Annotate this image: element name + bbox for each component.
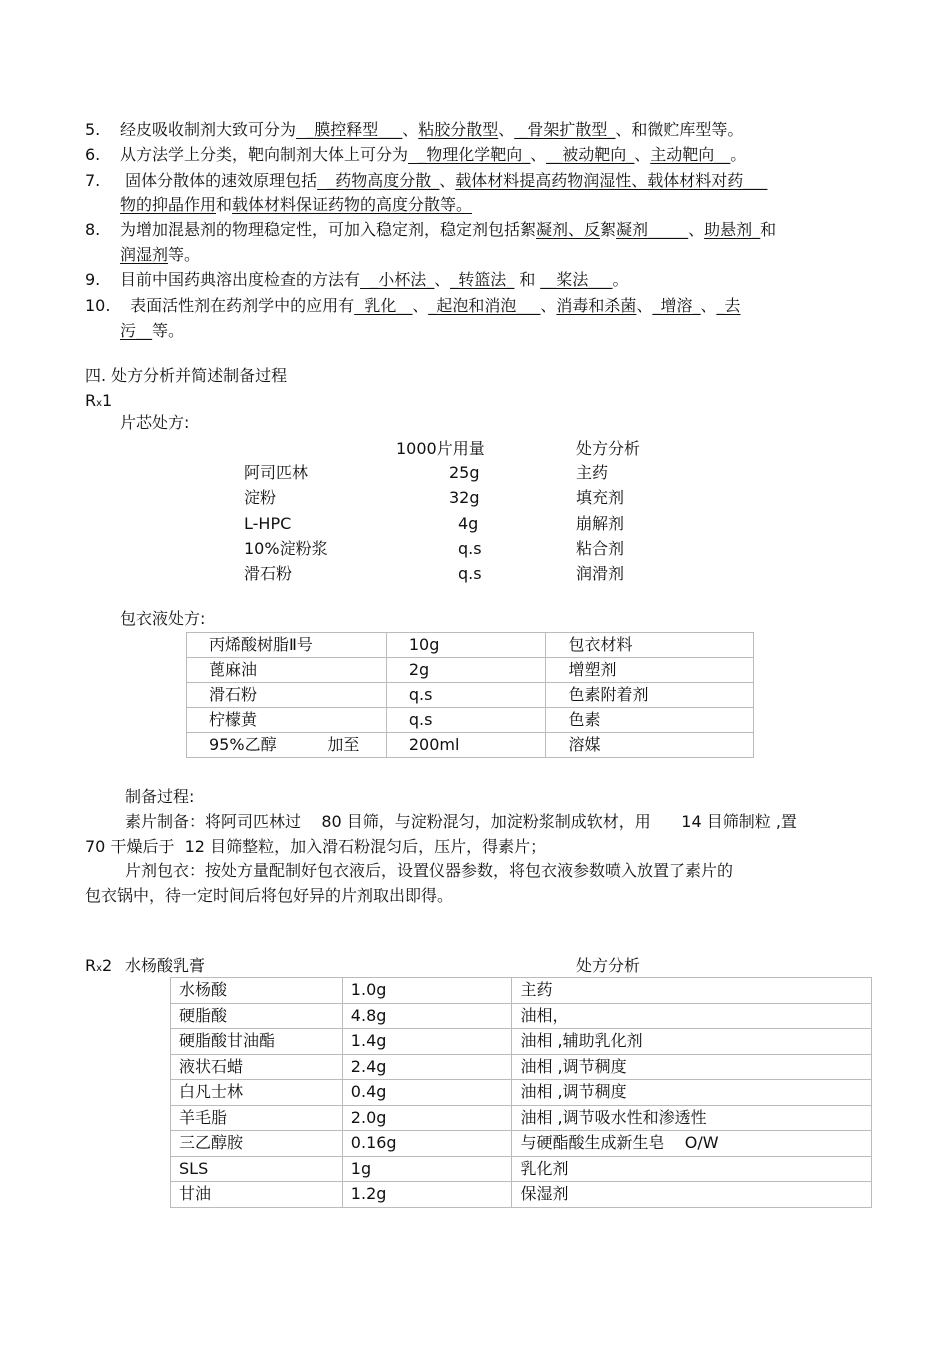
question-fragment: 从方法学上分类，靶向制剂大体上可分为 bbox=[120, 145, 409, 164]
question-text-line1 bbox=[120, 296, 741, 316]
question-fragment: 和 bbox=[760, 220, 777, 239]
answer-blank: 物的抑晶作用 bbox=[120, 195, 217, 214]
ingredient-name: 淀粉 bbox=[244, 488, 277, 507]
ingredient-amount: 25g bbox=[449, 463, 480, 482]
answer-blank: 载体材料提高药物润湿性、载体材料对药___ bbox=[455, 171, 768, 190]
table-cell: 4.8g bbox=[342, 1003, 512, 1029]
question-fragment: 絮 bbox=[600, 220, 617, 239]
answer-blank: 凝剂_____ bbox=[616, 220, 689, 239]
question-fragment: 和 bbox=[216, 195, 233, 214]
table-row bbox=[171, 1003, 872, 1029]
answer-blank: _物理化学靶向_ bbox=[408, 145, 531, 164]
answer-blank: _起泡和消泡___ bbox=[428, 296, 541, 315]
table-cell: q.s bbox=[386, 683, 546, 708]
prep-text-line1: 素片制备：将阿司匹林过 80 目筛，与淀粉混匀，加淀粉浆制成软材，用 14 目筛制粒 ,置 bbox=[125, 812, 797, 831]
table-row bbox=[171, 1105, 872, 1131]
table-cell: 0.16g bbox=[342, 1131, 512, 1157]
ingredient-name: 滑石粉 bbox=[244, 564, 293, 583]
table-cell: 甘油 bbox=[171, 1182, 343, 1208]
question-fragment: 、和微贮库型等。 bbox=[615, 120, 744, 139]
question-text-line2 bbox=[120, 321, 184, 341]
table-cell: 包衣材料 bbox=[546, 633, 754, 658]
table-cell: 油相 ,调节稠度 bbox=[512, 1080, 872, 1106]
question-fragment: 、 bbox=[636, 296, 653, 315]
question-fragment: 、 bbox=[688, 220, 705, 239]
answer-blank: 粘胶分散型 bbox=[418, 120, 499, 139]
ingredient-role: 主药 bbox=[576, 463, 609, 482]
answer-blank: _转篮法_ bbox=[450, 270, 515, 289]
ingredient-role: 崩解剂 bbox=[576, 514, 625, 533]
table-cell: 油相， bbox=[512, 1003, 872, 1029]
answer-blank: 助悬剂_ bbox=[704, 220, 761, 239]
table-cell: 1.0g bbox=[342, 978, 512, 1004]
ingredient-name: 10%淀粉浆 bbox=[244, 539, 328, 558]
ingredient-amount: 4g bbox=[458, 514, 479, 533]
question-fragment: 目前中国药典溶出度检查的方法有 bbox=[120, 270, 361, 289]
ingredient-role: 填充剂 bbox=[576, 488, 625, 507]
table-cell: 色素 bbox=[546, 708, 754, 733]
table-row bbox=[171, 1054, 872, 1080]
table-cell: 柠檬黄 bbox=[187, 708, 387, 733]
core-formula-title: 片芯处方: bbox=[120, 413, 190, 432]
question-fragment: 、 bbox=[412, 296, 429, 315]
question-text-line2 bbox=[120, 195, 472, 215]
table-cell: 硬脂酸甘油酯 bbox=[171, 1029, 343, 1055]
table-cell: 硬脂酸 bbox=[171, 1003, 343, 1029]
table-cell: 与硬酯酸生成新生皂 O/W bbox=[512, 1131, 872, 1157]
cream-formula-table bbox=[170, 977, 872, 1208]
rx1-label: Rx1 bbox=[85, 391, 113, 410]
table-cell: 蓖麻油 bbox=[187, 658, 387, 683]
answer-blank: 消毒和杀菌 bbox=[556, 296, 637, 315]
question-fragment: 、 bbox=[439, 171, 456, 190]
question-fragment: 固体分散体的速效原理包括 bbox=[120, 171, 318, 190]
question-fragment: 为增加混悬剂的物理稳定性，可加入稳定剂，稳定剂包括絮 bbox=[120, 220, 537, 239]
question-fragment: 、 bbox=[434, 270, 451, 289]
answer-blank: _小杯法_ bbox=[360, 270, 435, 289]
table-cell: 油相 ,调节稠度 bbox=[512, 1054, 872, 1080]
table-cell: 10g bbox=[386, 633, 546, 658]
answer-blank: _膜控释型___ bbox=[296, 120, 403, 139]
table-cell: 95%乙醇 加至 bbox=[187, 733, 387, 758]
table-cell: 2.4g bbox=[342, 1054, 512, 1080]
table-row bbox=[171, 1029, 872, 1055]
table-cell: 1g bbox=[342, 1156, 512, 1182]
section-title: 四. 处方分析并简述制备过程 bbox=[85, 366, 288, 385]
table-cell: 丙烯酸树脂Ⅱ号 bbox=[187, 633, 387, 658]
question-fragment: 、 bbox=[530, 145, 547, 164]
table-row bbox=[187, 633, 754, 658]
question-fragment: 等。 bbox=[152, 321, 185, 340]
table-cell: 2.0g bbox=[342, 1105, 512, 1131]
coating-formula-title: 包衣液处方: bbox=[120, 609, 206, 628]
answer-blank: _骨架扩散型_ bbox=[514, 120, 616, 139]
prep-text-line2: 70 干燥后于 12 目筛整粒，加入滑石粉混匀后，压片，得素片； bbox=[85, 837, 547, 856]
table-cell: SLS bbox=[171, 1156, 343, 1182]
question-text-line2 bbox=[120, 245, 200, 265]
answer-blank: __被动靶向_ bbox=[546, 145, 635, 164]
table-cell: 白凡士林 bbox=[171, 1080, 343, 1106]
table-row bbox=[171, 978, 872, 1004]
table-row bbox=[171, 1131, 872, 1157]
table-cell: 主药 bbox=[512, 978, 872, 1004]
ingredient-amount: 32g bbox=[449, 488, 480, 507]
question-text bbox=[120, 145, 746, 165]
table-cell: 1.4g bbox=[342, 1029, 512, 1055]
table-row bbox=[187, 733, 754, 758]
answer-blank: 润湿剂 bbox=[120, 245, 169, 264]
prep-title: 制备过程: bbox=[125, 787, 195, 806]
table-row bbox=[187, 708, 754, 733]
rx2-title: 水杨酸乳膏 bbox=[125, 956, 206, 975]
prep-text-line3: 片剂包衣：按处方量配制好包衣液后，设置仪器参数，将包衣液参数喷入放置了素片的 bbox=[125, 861, 734, 880]
answer-blank: 污__ bbox=[120, 321, 153, 340]
question-number: 9. bbox=[85, 270, 101, 289]
table-cell: q.s bbox=[386, 708, 546, 733]
table-row bbox=[171, 1156, 872, 1182]
question-fragment: 和 bbox=[514, 270, 541, 289]
answer-blank: 载体材料保证药物的高度分散等。 bbox=[232, 195, 473, 214]
question-text-line1 bbox=[120, 171, 767, 191]
question-fragment: 、 bbox=[700, 296, 717, 315]
table-cell: 油相 ,辅助乳化剂 bbox=[512, 1029, 872, 1055]
table-row bbox=[171, 1080, 872, 1106]
prep-text-line4: 包衣锅中，待一定时间后将包好异的片剂取出即得。 bbox=[85, 886, 454, 905]
question-text-line1 bbox=[120, 220, 776, 240]
table-cell: 羊毛脂 bbox=[171, 1105, 343, 1131]
table-cell: 油相 ,调节吸水性和渗透性 bbox=[512, 1105, 872, 1131]
ingredient-name: L-HPC bbox=[244, 514, 292, 533]
answer-blank: 主动靶向__ bbox=[650, 145, 731, 164]
answer-blank: _增溶_ bbox=[652, 296, 701, 315]
head-amount: 1000片用量 bbox=[396, 439, 485, 458]
answer-blank: 乳化__ bbox=[354, 296, 413, 315]
ingredient-role: 粘合剂 bbox=[576, 539, 625, 558]
question-fragment: 、 bbox=[498, 120, 515, 139]
ingredient-role: 润滑剂 bbox=[576, 564, 625, 583]
rx2-head-analysis: 处方分析 bbox=[576, 956, 641, 975]
ingredient-amount: q.s bbox=[458, 564, 482, 583]
question-text bbox=[120, 270, 628, 290]
answer-blank: 凝剂、反 bbox=[536, 220, 601, 239]
question-number: 7. bbox=[85, 171, 101, 190]
table-row bbox=[187, 658, 754, 683]
rx2-label: Rx2 bbox=[85, 956, 113, 975]
answer-blank: _去 bbox=[716, 296, 741, 315]
table-cell: 滑石粉 bbox=[187, 683, 387, 708]
table-cell: 200ml bbox=[386, 733, 546, 758]
question-fragment: 表面活性剂在药剂学中的应用有 bbox=[120, 296, 355, 315]
table-cell: 保湿剂 bbox=[512, 1182, 872, 1208]
question-number: 6. bbox=[85, 145, 101, 164]
table-row bbox=[187, 683, 754, 708]
question-fragment: 。 bbox=[730, 145, 747, 164]
table-cell: 2g bbox=[386, 658, 546, 683]
table-cell: 三乙醇胺 bbox=[171, 1131, 343, 1157]
table-cell: 水杨酸 bbox=[171, 978, 343, 1004]
table-cell: 增塑剂 bbox=[546, 658, 754, 683]
question-number: 8. bbox=[85, 220, 101, 239]
question-fragment: 等。 bbox=[168, 245, 201, 264]
table-cell: 溶媒 bbox=[546, 733, 754, 758]
table-cell: 液状石蜡 bbox=[171, 1054, 343, 1080]
question-fragment: 、 bbox=[540, 296, 557, 315]
head-analysis: 处方分析 bbox=[576, 439, 641, 458]
table-cell: 色素附着剂 bbox=[546, 683, 754, 708]
question-fragment: 、 bbox=[634, 145, 651, 164]
answer-blank: _药物高度分散_ bbox=[317, 171, 440, 190]
coating-table bbox=[186, 632, 754, 758]
question-fragment: 、 bbox=[402, 120, 419, 139]
table-cell: 0.4g bbox=[342, 1080, 512, 1106]
ingredient-amount: q.s bbox=[458, 539, 482, 558]
question-number: 10. bbox=[85, 296, 111, 315]
ingredient-name: 阿司匹林 bbox=[244, 463, 309, 482]
answer-blank: __桨法___ bbox=[540, 270, 613, 289]
question-text bbox=[120, 120, 743, 140]
question-number: 5. bbox=[85, 120, 101, 139]
question-fragment: 。 bbox=[612, 270, 629, 289]
table-row bbox=[171, 1182, 872, 1208]
table-cell: 乳化剂 bbox=[512, 1156, 872, 1182]
table-cell: 1.2g bbox=[342, 1182, 512, 1208]
question-fragment: 经皮吸收制剂大致可分为 bbox=[120, 120, 297, 139]
